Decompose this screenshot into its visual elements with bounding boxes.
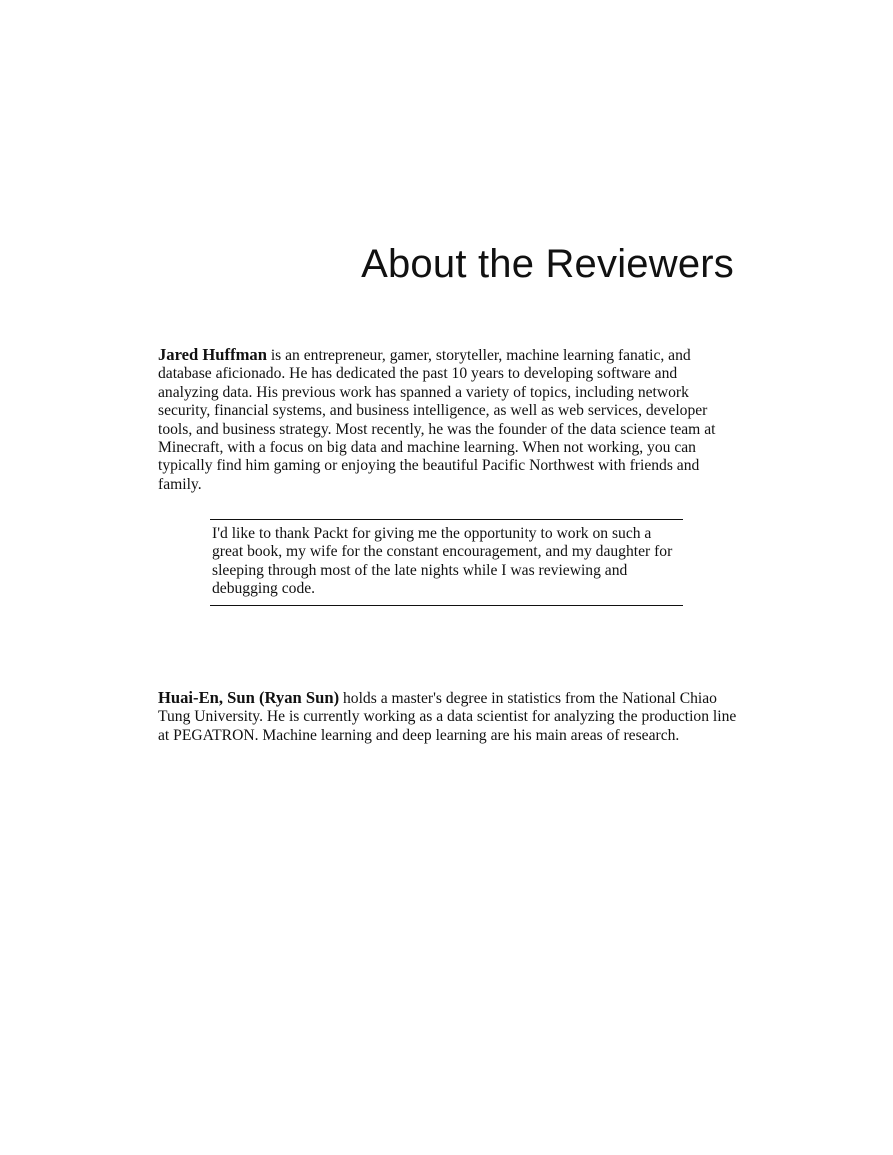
- acknowledgement-box: [210, 519, 683, 606]
- reviewer-bio: [158, 689, 738, 745]
- page-title: About the Reviewers: [361, 242, 734, 286]
- reviewer-name: Huai-En, Sun (Ryan Sun): [158, 688, 340, 707]
- acknowledgement-text: I'd like to thank Packt for giving me the opportunity to work on such a great book, my wife for the constant encouragement, and my daughter for sleeping through most of the late nights while I was reviewing and debugging code.: [212, 525, 673, 598]
- reviewer-bio-text: holds a master's degree in statistics from the National Chiao Tung University. He is currently working as a data scientist for analyzing the production line at PEGATRON. Machine learning and deep learning are his main areas of research.: [158, 690, 737, 744]
- reviewer-bio: [158, 346, 738, 494]
- reviewer-bio-text: is an entrepreneur, gamer, storyteller, machine learning fanatic, and database aficionado. He has dedicated the past 10 years to developing software and analyzing data. His previous work has spanned a variety of topics, including network security, financial systems, and business intelligence, as well as web services, developer tools, and business strategy. Most recently, he was the founder of the data science team at Minecraft, with a focus on big data and machine learning. When not working, you can typically find him gaming or enjoying the beautiful Pacific Northwest with friends and family.: [158, 347, 716, 493]
- reviewer-name: Jared Huffman: [158, 345, 267, 364]
